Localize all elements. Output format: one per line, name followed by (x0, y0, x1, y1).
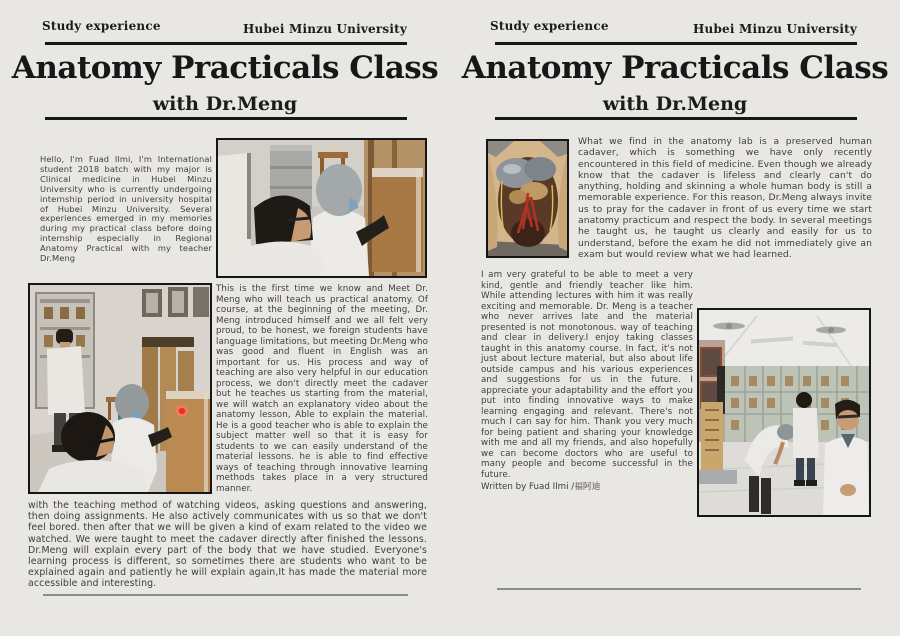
title-rule (45, 117, 407, 120)
photo-illustration (30, 285, 210, 492)
page-subtitle: with Dr.Meng (602, 93, 748, 115)
header-university-label: Hubei Minzu University (242, 22, 407, 36)
footer-rule (497, 588, 861, 590)
photo-cadaver-specimen (486, 139, 569, 258)
page-right (450, 0, 900, 636)
page-title: Anatomy Practicals Class (11, 50, 439, 86)
header-university-label: Hubei Minzu University (692, 22, 857, 36)
page-title: Anatomy Practicals Class (461, 50, 889, 86)
column-paragraph: I am very grateful to be able to meet a very kind, gentle and friendly teacher like him. While attending lectures with him it was really exciting and memorable. Dr. Meng is a teacher who never arrives late and the material presented is not monotonous. way of teaching and clear in delivery.I enjoy taking classes taught in this anatomy course. In fact, it's not just about lecture material, but also about life outside campus and his various experiences and suggestions for us in the future. I appreciate your adaptability and the effort you put into finding innovative ways to make learning engaging and relevant. There's not much I can say for him. Thank you very much for being patient and sharing your knowledge with me and all my friends, and also hopefully we can become doctors who are useful to many people and become successful in the future. (481, 270, 693, 480)
intro-paragraph: Hello, I'm Fuad Ilmi, I'm International student 2018 batch with my major is Clinical medicine in Hubei Minzu University who is currently undergoing internship period in university hospital of Hubei Minzu University. Several experiences emerged in my memories during my practical class before doing internship especially in Regional Anatomy Practical with my teacher Dr.Meng (40, 154, 212, 264)
photo-lab-room-practical (28, 283, 212, 494)
header-rule (495, 42, 857, 45)
header-section-label: Study experience (42, 19, 161, 33)
photo-illustration (488, 141, 567, 256)
byline: Written by Fuad Ilmi /福阿迪 (481, 482, 601, 492)
header-rule (45, 42, 407, 45)
top-paragraph: What we find in the anatomy lab is a preserved human cadaver, which is something we have only recently encountered in this field of medicine. Even though we already know that the cadaver is lifeless and clearly can't do anything, holding and skinning a whole human body is still a memorable experience. For this reason, Dr.Meng always invite us to pray for the cadaver in front of us every time we start anatomy practicum and respect the body. In several meetings he taught us, he taught us clearly and easily for us to understand, before the exam he did not immediately give an exam but would review what we had learned. (578, 136, 872, 260)
bottom-paragraph: with the teaching method of watching videos, asking questions and answering, then doing assignments. He also actively communicates with us so that we don't feel bored. then after that we will be given a kind of exam related to the video we watched. We were taught to meet the cadaver directly after finished the lessons. Dr.Meng will explain every part of the body that we have studied. Everyone's learning process is different, so sometimes there are students who want to be explained again and patiently he will explain again,It has made the material more accessible and interesting. (28, 500, 427, 590)
photo-specimen-museum-students (697, 308, 871, 517)
photo-students-specimen-cases (216, 138, 427, 278)
footer-rule (43, 594, 408, 596)
title-rule (495, 117, 857, 120)
column-block (481, 270, 693, 493)
header-section-label: Study experience (490, 19, 609, 33)
column-paragraph: This is the first time we know and Meet Dr. Meng who will teach us practical anatomy. Of course, at the beginning of the meeting, Dr. Meng introduced himself and we all felt very proud, to be honest, we foreign students have language limitations, but meeting Dr.Meng who was good and fluent in English was an important for us. His process and way of teaching are also very helpful in our education process, we don't directly meet the cadaver but he teaches us starting from the material, we will watch an explanatory video about the anatomy lesson, Able to explain the material. He is a good teacher who is able to explain the subject matter well so that it is easy for students to we can easily understand of the material lessons. he is able to find effective ways of teaching through innovative learning methods takes place in a very structured manner. (216, 284, 428, 494)
page-subtitle: with Dr.Meng (152, 93, 298, 115)
photo-illustration (699, 310, 869, 515)
photo-illustration (218, 140, 425, 276)
